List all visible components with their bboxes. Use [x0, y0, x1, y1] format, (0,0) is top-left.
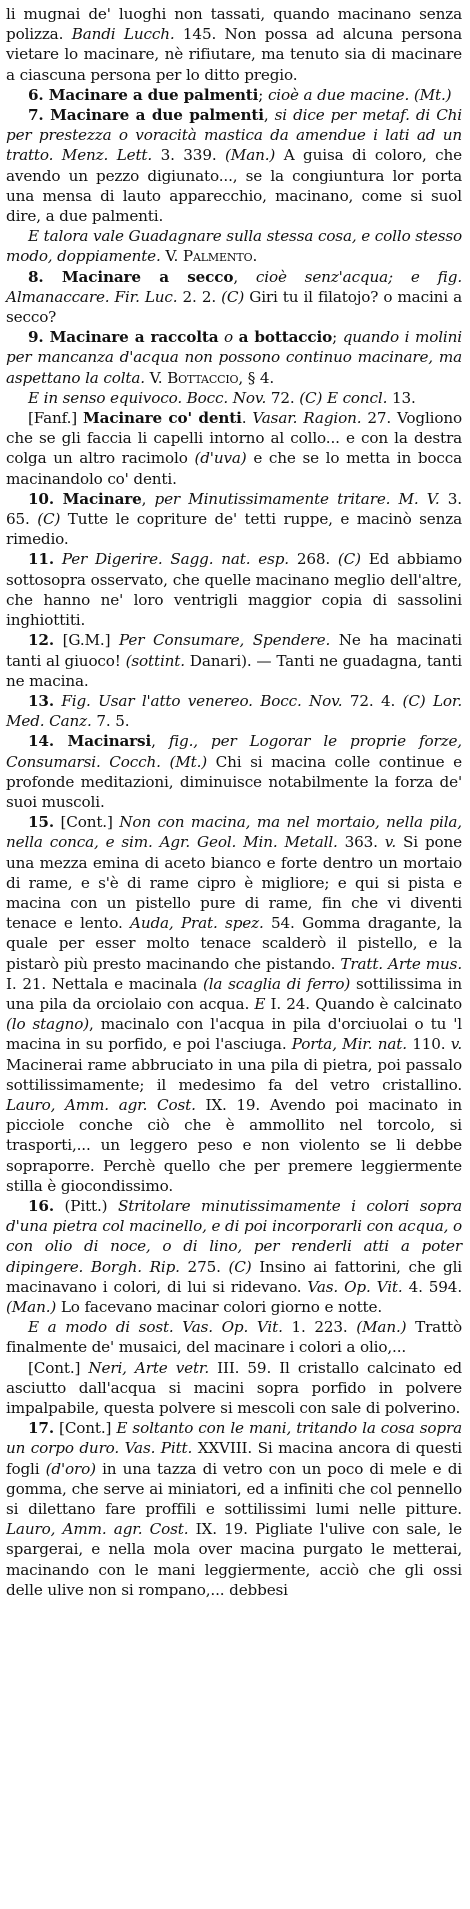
entry-sense-16: 16. (Pitt.) Stritolare minutissimamente i colori sopra d'una pietra col macinello, e di poi incorporarli con acqua, o con olio di noce, o di lino, per renderli atti a poter dipingere. Borgh. Rip. 275. (C) Insino ai fattorini, che gli macinavano i colori, di lui si ridevano. Vas. Op. Vit. 4. 594. (Man.) Lo facevano macinar colori giorno e notte.	[6, 1196, 462, 1316]
entry-sense-16-sost: E a modo di sost. Vas. Op. Vit. 1. 223. (Man.) Trattò finalmente de' musaici, del macinare i colori a olio,...	[6, 1318, 462, 1357]
entry-sense-9: 9. Macinare a raccolta o a bottaccio; quando i molini per mancanza d'acqua non possono continuo macinare, ma aspettano la colta. V. Bottaccio, § 4.	[6, 328, 462, 387]
entry-continuation: li mugnai de' luoghi non tassati, quando macinano senza polizza. Bandi Lucch. 145. Non possa ad alcuna persona vietare lo macinare, nè rifiutare, ma tenuto sia di macinare a ciascuna persona per lo ditto pregio.	[6, 5, 462, 84]
entry-sense-9-equivoco: E in senso equivoco. Bocc. Nov. 72. (C) E concl. 13.	[28, 388, 416, 407]
entry-sense-7: 7. Macinare a due palmenti, si dice per metaf. di Chi per prestezza o voracità mastica da amendue i lati ad un tratto. Menz. Lett. 3. 339. (Man.) A guisa di coloro, che avendo un pezzo digiunato..., se la congiuntura lor porta una mensa di lauto apparecchio, macinano, come si suol dire, a due palmenti.	[6, 106, 463, 226]
entry-sense-15: 15. [Cont.] Non con macina, ma nel mortaio, nella pila, nella conca, e sim. Agr. Geol. Min. Metall. 363. v. Si pone una mezza emina di aceto bianco e forte dentro un mortaio di rame, e s'è di rame cipro è migliore; e qui si pista e macina con un pistello pure di rame, fin che vi diventi tenace e lento. Auda, Prat. spez. 54. Gomma dragante, la quale per esser molto tenace scalderò il pistello, e la pistarò più presto macinando che pistando. Tratt. Arte mus. I. 21. Nettala e macinala (la scaglia di ferro) sottilissima in una pila da orciolaio con acqua. E I. 24. Quando è calcinato (lo stagno), macinalo con l'acqua in pila d'orciuolai o tu 'l macina in su porfido, e poi l'asciuga. Porta, Mir. nat. 110. v. Macinerai rame abbruciato in una pila di pietra, poi passalo sottilissimamente; il medesimo fa del vetro cristallino. Lauro, Amm. agr. Cost. IX. 19. Avendo poi macinato in picciole conche ciò che è ammollito nel torcolo, si trasporti,... un leggero peso e non violento se li debbe sopraporre. Perchè quello che per premere leggiermente stilla è giocondissimo.	[6, 813, 463, 1195]
entry-sense-16-cont: [Cont.] Neri, Arte vetr. III. 59. Il cristallo calcinato ed asciutto dall'acqua si macini sopra porfido in polvere impalpabile, questa polvere si mescoli con sale di polverino.	[6, 1358, 462, 1418]
entry-sense-14: 14. Macinarsi, fig., per Logorar le proprie forze, Consumarsi. Cocch. (Mt.) Chi si macina colle continue e profonde meditazioni, diminuisce notabilmente la forza de' suoi muscoli.	[6, 732, 462, 811]
entry-sense-co-denti: [Fanf.] Macinare co' denti. Vasar. Ragion. 27. Vogliono che se gli faccia li capelli intorno al collo... e con la destra colga un altro racimolo (d'uva) e che se lo metta in bocca macinandolo co' denti.	[6, 409, 463, 488]
entry-sense-10: 10. Macinare, per Minutissimamente tritare. M. V. 3. 65. (C) Tutte le copriture de' tetti ruppe, e macinò senza rimedio.	[6, 489, 462, 549]
entry-sense-11: 11. Per Digerire. Sagg. nat. esp. 268. (C) Ed abbiamo sottosopra osservato, che quelle macinano meglio dell'altre, che hanno ne' loro ventrigli maggior copia di sassolini inghiottiti.	[6, 550, 462, 630]
entry-sense-12: 12. [G.M.] Per Consumare, Spendere. Ne ha macinati tanti al giuoco! (sottint. Danari). — Tanti ne guadagna, tanti ne macina.	[6, 631, 462, 690]
entry-sense-17: 17. [Cont.] E soltanto con le mani, tritando la cosa sopra un corpo duro. Vas. Pitt. XXVIII. Si macina ancora di questi fogli (d'oro) in una tazza di vetro con un poco di mele e di gomma, che serve ai miniatori, ed a infiniti che col pennello si dilettano fare proffili e sottilissimi lumi nelle pitture. Lauro, Amm. agr. Cost. IX. 19. Pigliate l'ulive con sale, le spargerai, e nella mola over macina purgato le metterai, macinando con le mani leggiermente, acciò che gli ossi delle ulive non si rompano,... debbesi	[6, 1419, 462, 1599]
entry-sense-7-note: E talora vale Guadagnare sulla stessa cosa, e collo stesso modo, doppiamente. V. Palmento.	[6, 227, 462, 266]
entry-sense-6: 6. Macinare a due palmenti; cioè a due macine. (Mt.)	[28, 85, 452, 104]
entry-sense-8: 8. Macinare a secco, cioè senz'acqua; e fig. Almanaccare. Fir. Luc. 2. 2. (C) Giri tu il filatojo? o macini a secco?	[6, 267, 463, 327]
entry-sense-13: 13. Fig. Usar l'atto venereo. Bocc. Nov. 72. 4. (C) Lor. Med. Canz. 7. 5.	[6, 691, 463, 731]
